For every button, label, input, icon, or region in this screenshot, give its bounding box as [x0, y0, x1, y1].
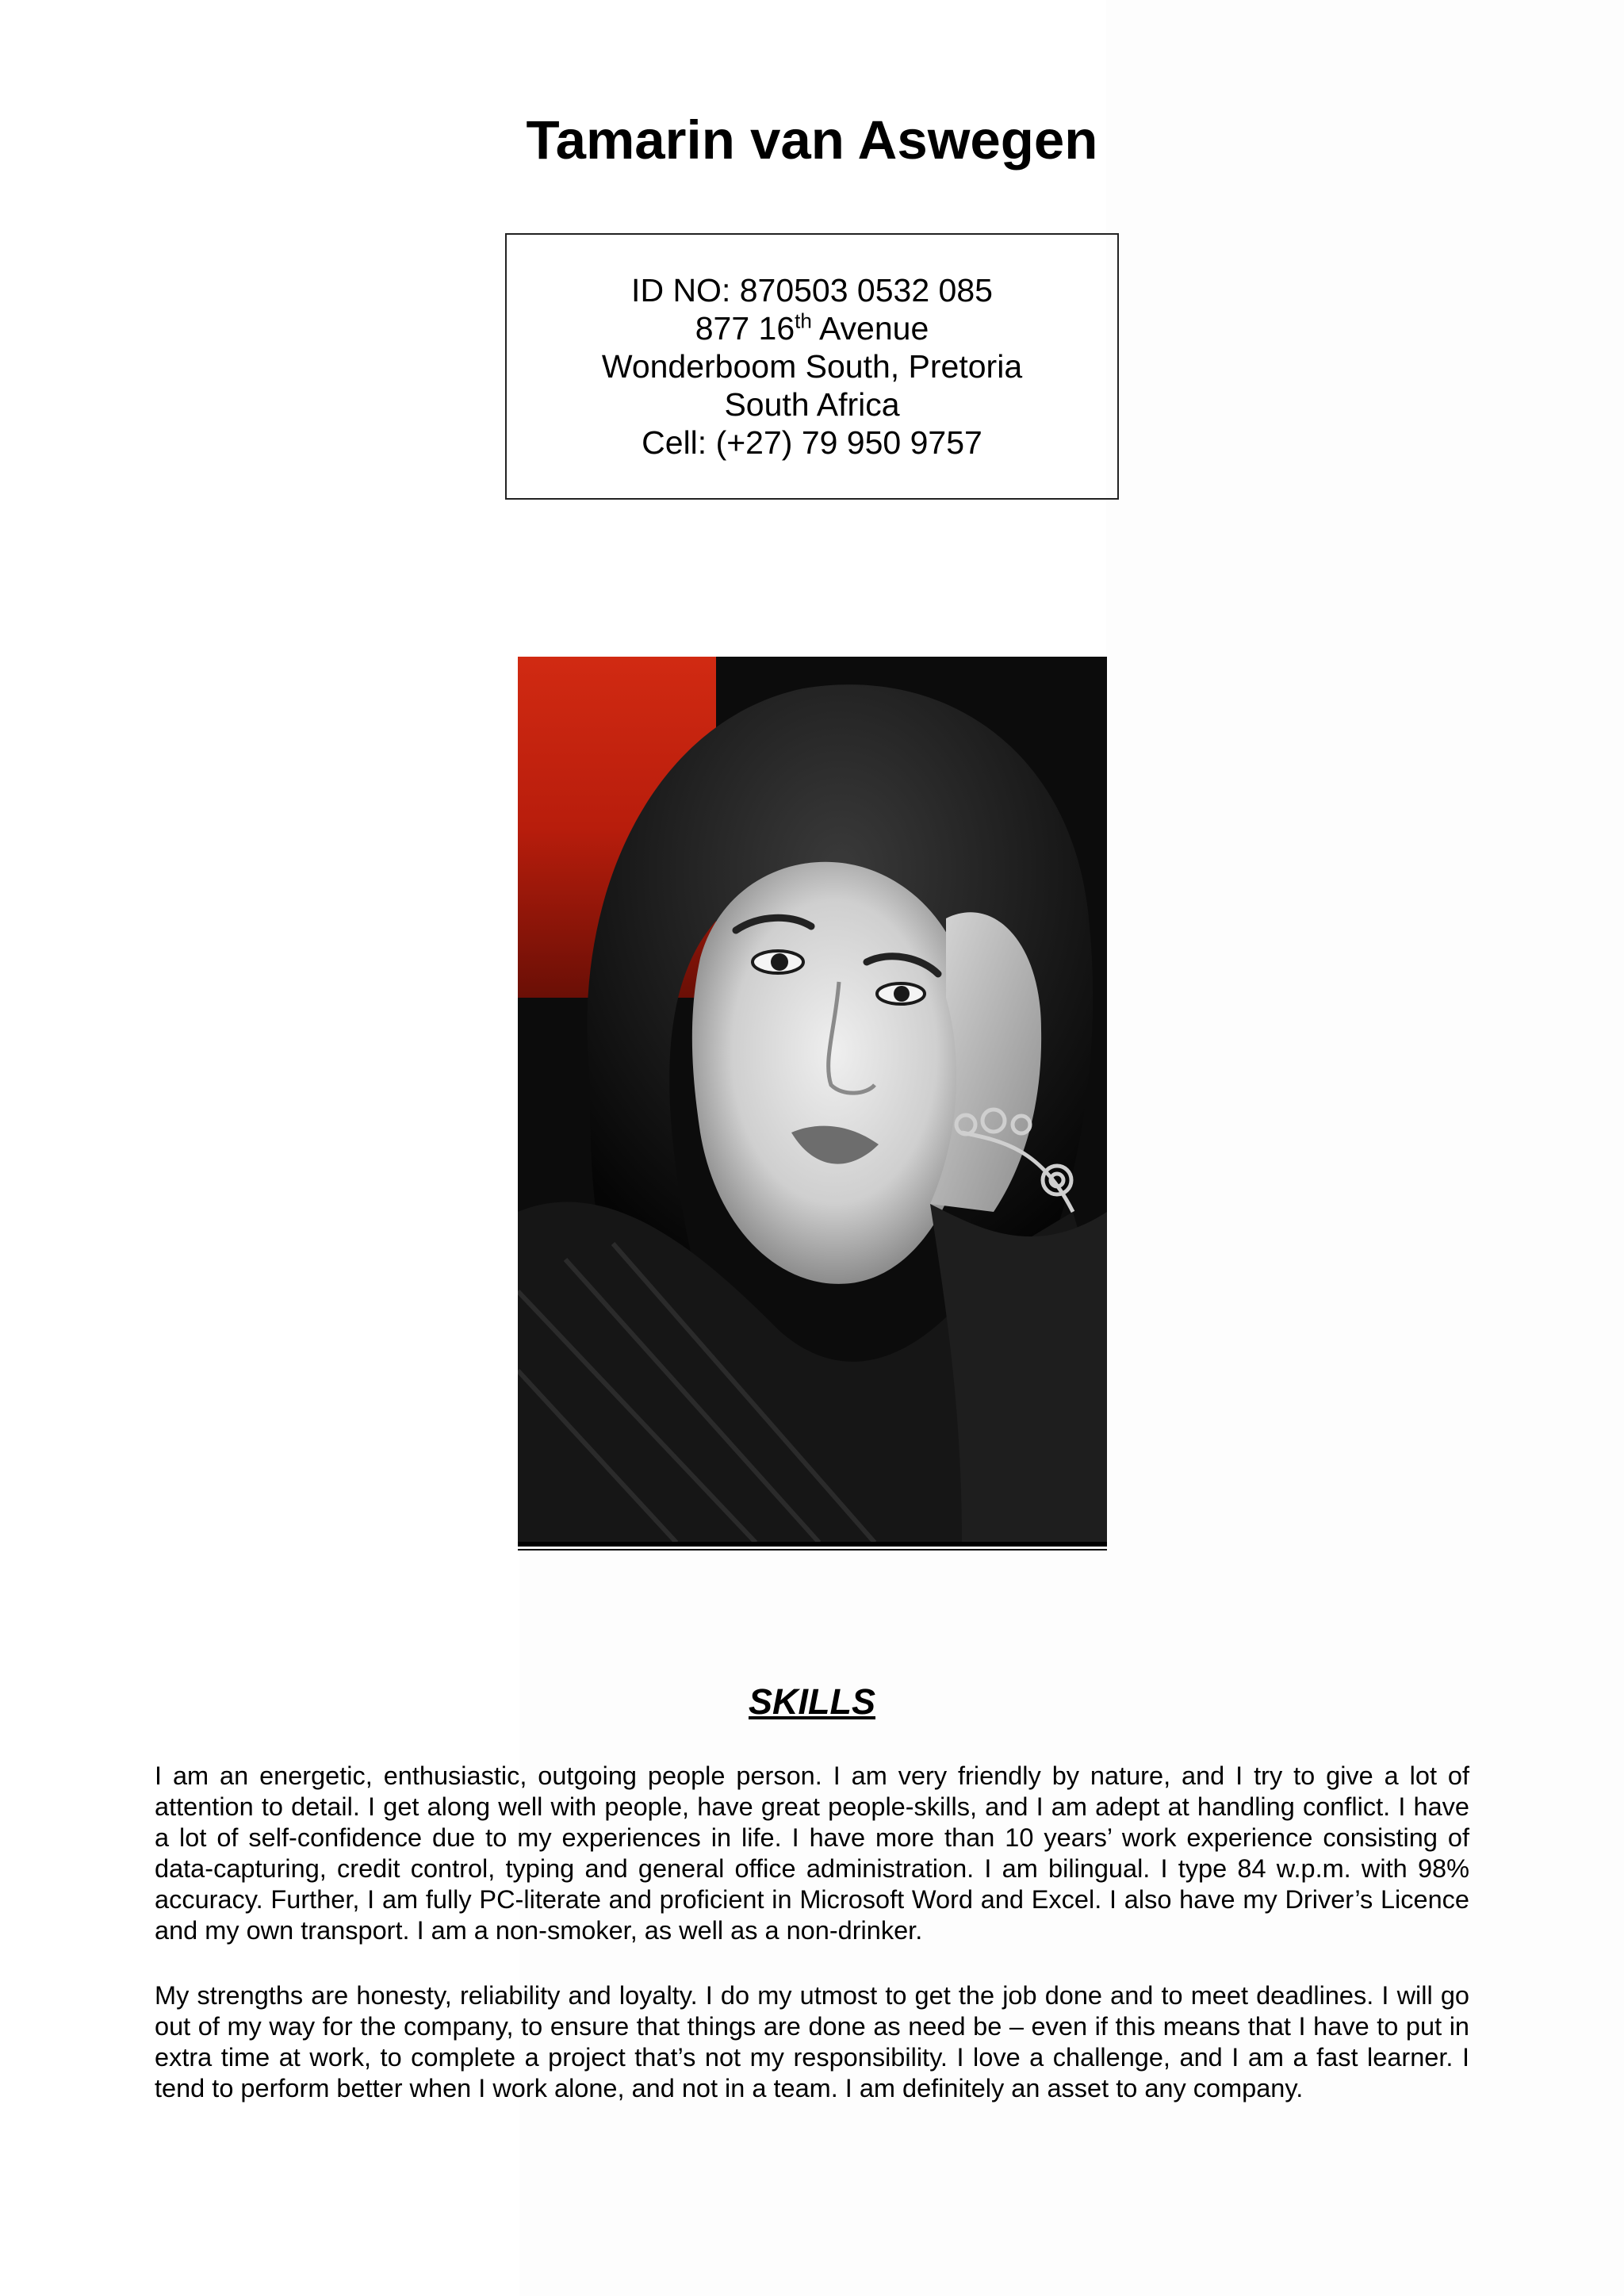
- skills-paragraph-2: My strengths are honesty, reliability and loyalty. I do my utmost to get the job done and to meet deadlines. I will go out of my way for the company, to ensure that things are done as need be – even if this means that I have to put in extra time at work, to complete a project that’s not my responsibility. I love a challenge, and I am a fast learner. I tend to perform better when I work alone, and not in a team. I am definitely an asset to any company.: [155, 1981, 1469, 2102]
- suburb-city: Wonderboom South, Pretoria: [601, 348, 1023, 385]
- street-address: [507, 309, 1117, 347]
- skills-paragraph-1: I am an energetic, enthusiastic, outgoing people person. I am very friendly by nature, and I try to give a lot of attention to detail. I get along well with people, have great people-skills, and I am adept at handling conflict. I have a lot of self-confidence due to my experiences in life. I have more than 10 years’ work experience consisting of data-capturing, credit control, typing and general office administration. I am bilingual. I type 84 w.p.m. with 98% accuracy. Further, I am fully PC-literate and proficient in Microsoft Word and Excel. I also have my Driver’s Licence and my own transport. I am a non-smoker, as well as a non-drinker.: [155, 1761, 1469, 1945]
- street-number: 877 16: [695, 310, 795, 347]
- skills-heading: SKILLS: [748, 1681, 875, 1722]
- photo-bottom-rule-thin: [518, 1549, 1107, 1550]
- street-ordinal-suffix: th: [795, 309, 812, 333]
- contact-details-box: [505, 233, 1119, 500]
- id-number: ID NO: 870503 0532 085: [631, 272, 993, 309]
- portrait-photo: [518, 657, 1107, 1543]
- cell-number: Cell: (+27) 79 950 9757: [642, 424, 982, 461]
- street-name: Avenue: [811, 310, 929, 347]
- candidate-name: Tamarin van Aswegen: [526, 109, 1098, 171]
- photo-bottom-rule-thick: [518, 1542, 1107, 1547]
- country: South Africa: [724, 386, 900, 423]
